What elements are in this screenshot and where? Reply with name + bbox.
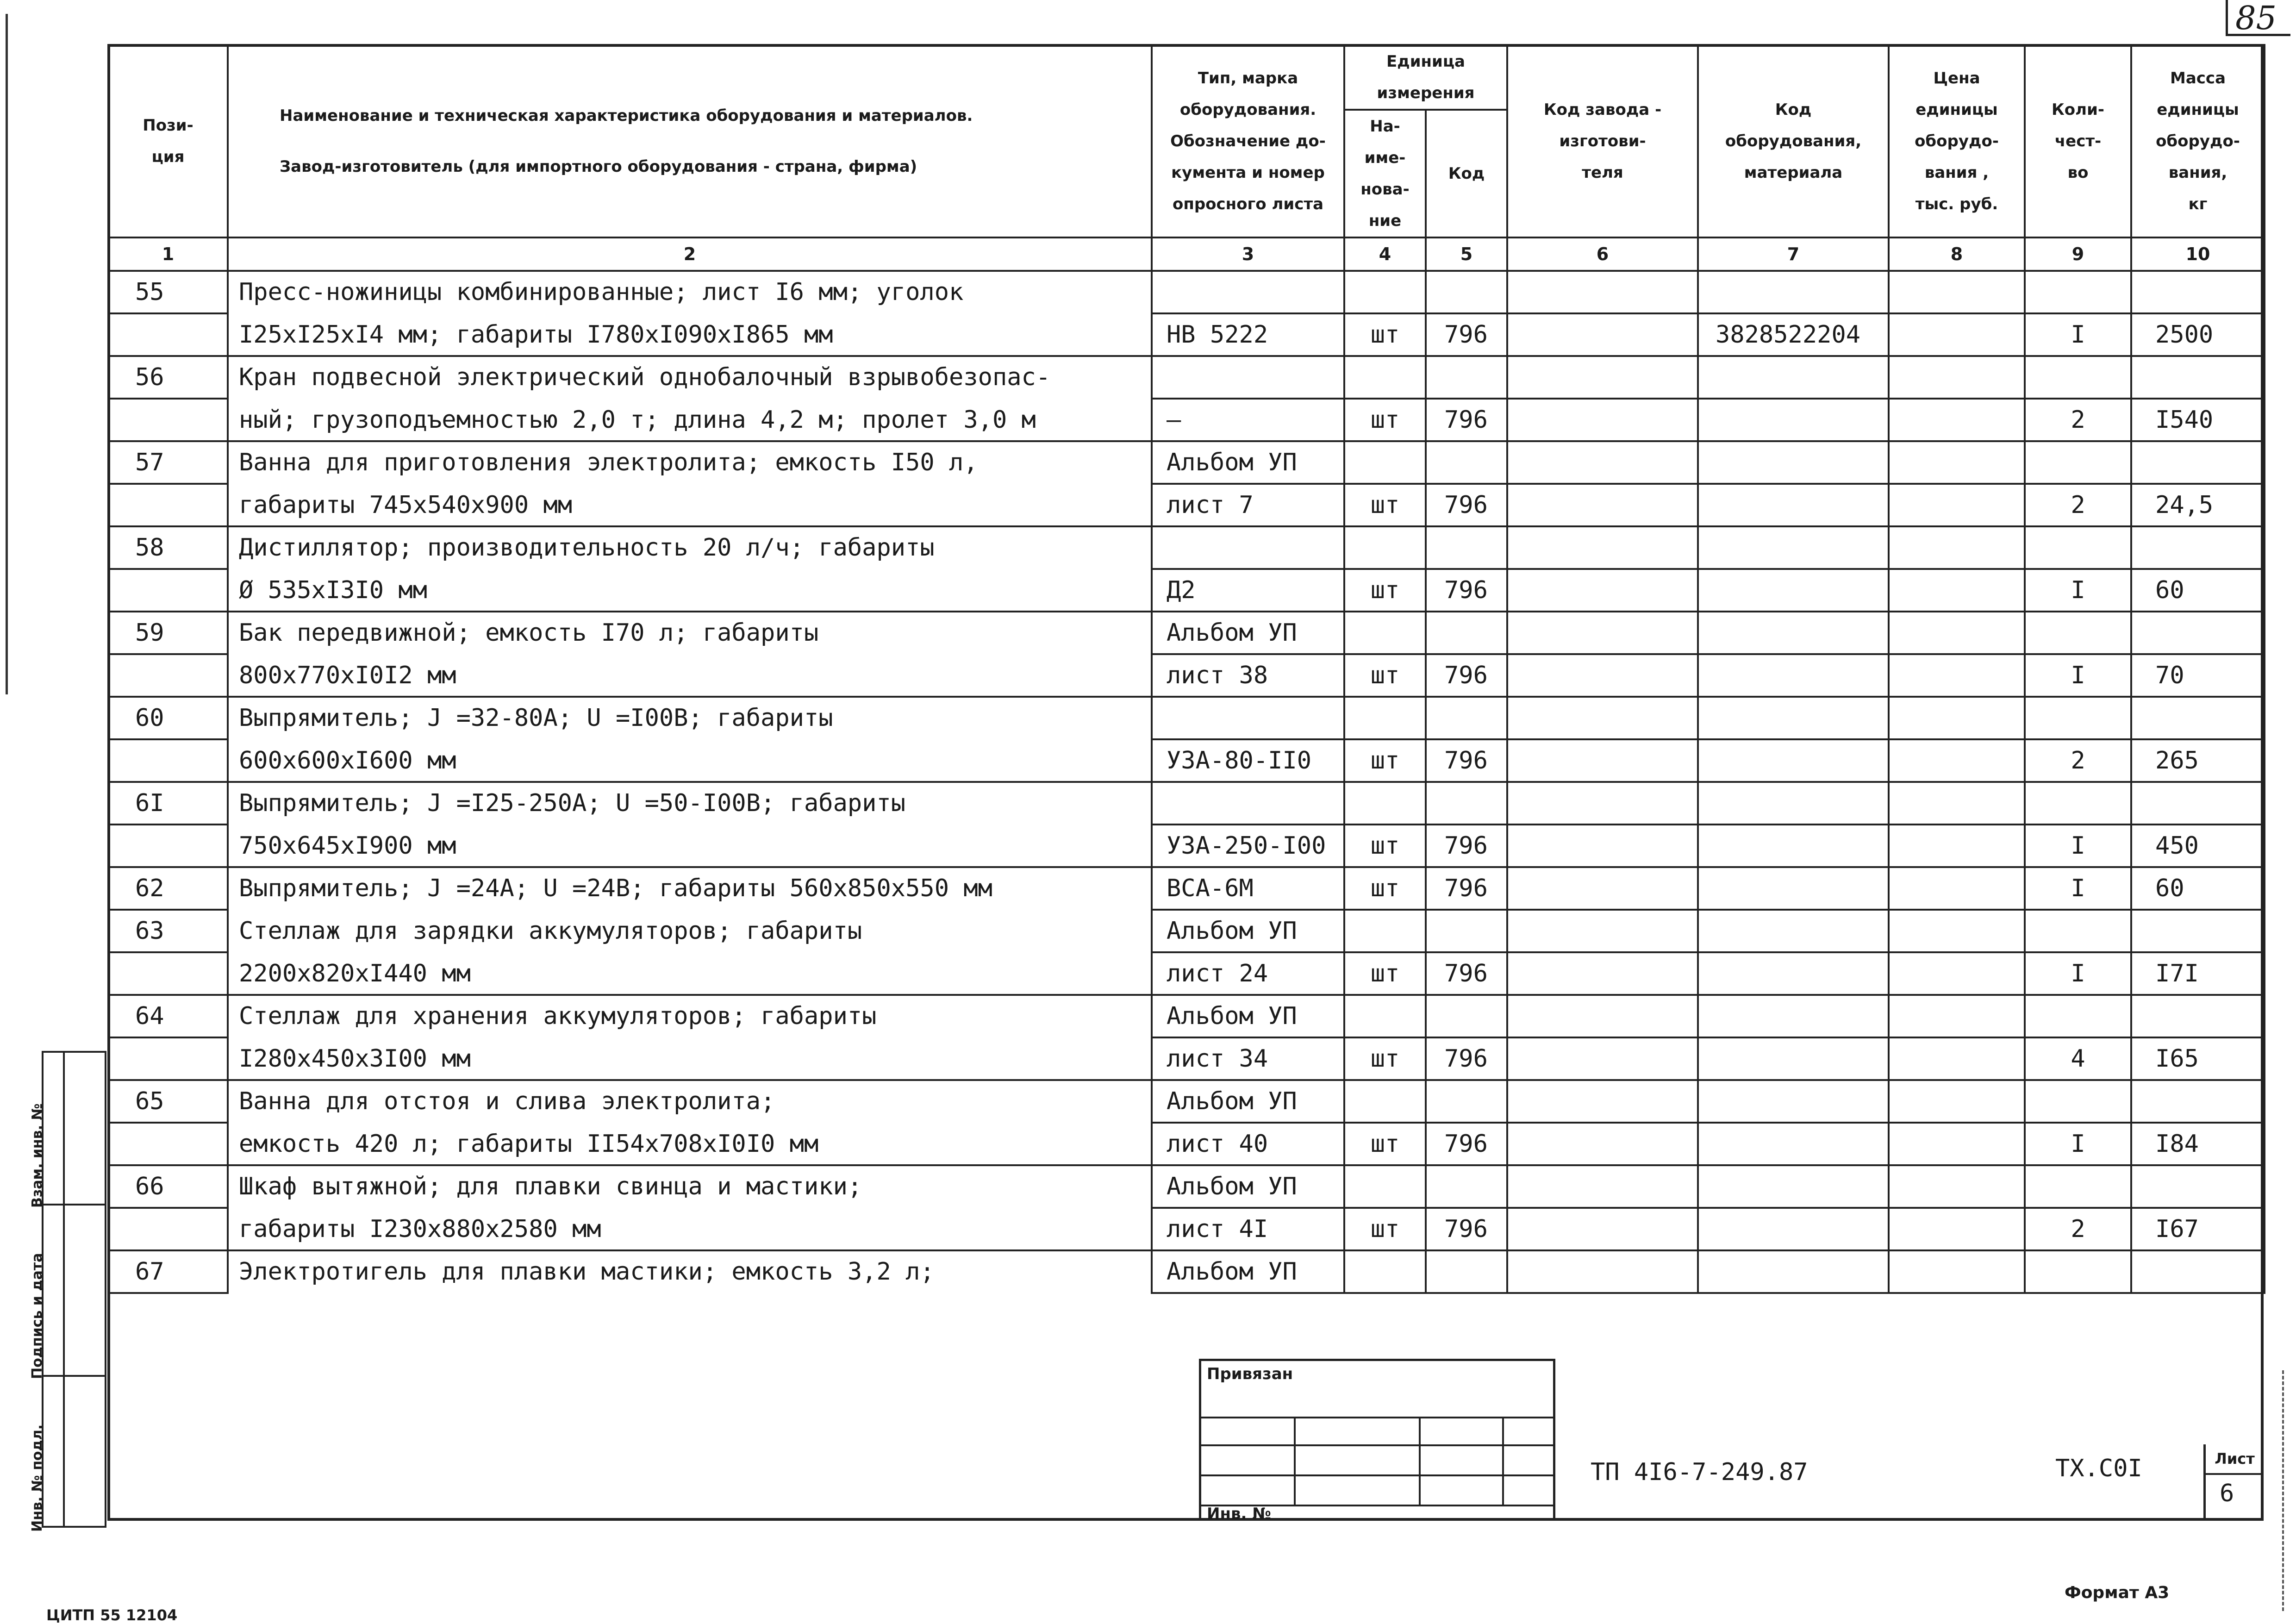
row-unit: шт — [1344, 952, 1426, 995]
row-type: Альбом УП — [1152, 1250, 1344, 1293]
row-type: Альбом УП — [1152, 441, 1344, 484]
row-name: Электротигель для плавки мастики; емкость 3,2 л; — [228, 1250, 1152, 1293]
header-line: Масса — [2170, 69, 2226, 87]
row-position: 65 — [108, 1080, 228, 1123]
sheet-box — [2203, 1444, 2264, 1521]
row-name: 800x770xI0I2 мм — [228, 654, 1152, 697]
row-unit: шт — [1344, 867, 1426, 910]
row-quantity: I — [2025, 654, 2131, 697]
document-code: ТХ.С0I — [2055, 1455, 2142, 1482]
column-number: 4 — [1344, 237, 1426, 271]
stamp-original-label: Инв. № подл. — [29, 1424, 45, 1532]
row-position: 60 — [108, 697, 228, 739]
row-mass: I65 — [2131, 1037, 2265, 1080]
row-name: Выпрямитель; Ј =24А; U =24В; габариты 560x850x550 мм — [228, 867, 1152, 910]
header-line: Коли- — [2052, 100, 2105, 119]
column-number: 6 — [1507, 237, 1698, 271]
row-name: Шкаф вытяжной; для плавки свинца и мастики; — [228, 1165, 1152, 1208]
header-line: Код завода - — [1543, 100, 1662, 119]
header-line: кумента и номер — [1171, 163, 1325, 182]
project-code: ТП 4I6-7-249.87 — [1591, 1458, 1808, 1486]
row-name: I280x450x3I00 мм — [228, 1037, 1152, 1080]
row-type: лист 7 — [1152, 484, 1344, 526]
row-mass: I67 — [2131, 1208, 2265, 1250]
header-line: Наименование и техническая характеристика оборудования и материалов. — [280, 106, 973, 125]
row-mass: 450 — [2131, 824, 2265, 867]
row-name: Ванна для отстоя и слива электролита; — [228, 1080, 1152, 1123]
row-name: Выпрямитель; Ј =32-80А; U =I00В; габариты — [228, 697, 1152, 739]
column-number: 10 — [2131, 237, 2265, 271]
header-line: Цена — [1933, 69, 1980, 87]
row-quantity: I — [2025, 867, 2131, 910]
header-line: тыс. руб. — [1915, 195, 1998, 213]
row-position: 63 — [108, 910, 228, 952]
stamp-replacement-cell — [29, 1053, 105, 1208]
row-unit: шт — [1344, 484, 1426, 526]
row-name: Бак передвижной; емкость I70 л; габариты — [228, 612, 1152, 654]
row-name: Стеллаж для зарядки аккумуляторов; габариты — [228, 910, 1152, 952]
row-name: I25xI25xI4 мм; габариты I780xI090xI865 мм — [228, 313, 1152, 356]
header-unit-code: Код — [1426, 110, 1507, 237]
cut-line — [2282, 1370, 2284, 1611]
row-unit-code: 796 — [1426, 399, 1507, 441]
row-name: Дистиллятор; производительность 20 л/ч; габариты — [228, 526, 1152, 569]
header-line: оборудо- — [1915, 132, 1999, 150]
row-type: лист 4I — [1152, 1208, 1344, 1250]
header-line: Единица — [1386, 52, 1465, 71]
row-unit-code: 796 — [1426, 484, 1507, 526]
row-name: Пресс-ножиницы комбинированные; лист I6 мм; уголок — [228, 271, 1152, 313]
binding-block — [1199, 1359, 1555, 1521]
row-type: Альбом УП — [1152, 910, 1344, 952]
row-name: габариты 745x540x900 мм — [228, 484, 1152, 526]
row-unit-code: 796 — [1426, 654, 1507, 697]
row-name: 600x600xI600 мм — [228, 739, 1152, 782]
row-name: емкость 420 л; габариты II54x708xI0I0 мм — [228, 1123, 1152, 1165]
row-quantity: 2 — [2025, 484, 2131, 526]
header-line: во — [2067, 163, 2089, 182]
row-unit-code: 796 — [1426, 739, 1507, 782]
row-type: лист 24 — [1152, 952, 1344, 995]
row-quantity: I — [2025, 824, 2131, 867]
page-number: 85 — [2226, 0, 2290, 36]
inventory-label: Инв. № — [1207, 1505, 1272, 1523]
column-number: 5 — [1426, 237, 1507, 271]
header-line: нова- — [1360, 180, 1410, 199]
row-type: Д2 — [1152, 569, 1344, 612]
stamp-signature-cell — [29, 1206, 105, 1379]
row-type: лист 40 — [1152, 1123, 1344, 1165]
row-mass: 70 — [2131, 654, 2265, 697]
row-name: Ванна для приготовления электролита; емкость I50 л, — [228, 441, 1152, 484]
row-type: Альбом УП — [1152, 1080, 1344, 1123]
stamp-replacement-label: Взам. инв. № — [29, 1103, 45, 1208]
row-unit-code: 796 — [1426, 952, 1507, 995]
row-mass: 2500 — [2131, 313, 2265, 356]
row-name: Ø 535xI3I0 мм — [228, 569, 1152, 612]
header-line: опросного листа — [1172, 195, 1324, 213]
row-mass: 265 — [2131, 739, 2265, 782]
column-number: 8 — [1889, 237, 2025, 271]
row-mass: 60 — [2131, 867, 2265, 910]
row-unit-code: 796 — [1426, 867, 1507, 910]
row-unit: шт — [1344, 1123, 1426, 1165]
header-line: име- — [1364, 149, 1406, 167]
row-type: лист 34 — [1152, 1037, 1344, 1080]
header-line: Завод-изготовитель (для импортного оборудования - страна, фирма) — [280, 157, 917, 176]
header-line: оборудо- — [2156, 132, 2240, 150]
row-position: 59 — [108, 612, 228, 654]
row-name: Выпрямитель; Ј =I25-250А; U =50-I00В; габариты — [228, 782, 1152, 824]
row-position: 58 — [108, 526, 228, 569]
header-line: единицы — [2157, 100, 2239, 119]
row-type: Альбом УП — [1152, 612, 1344, 654]
row-name: 750x645xI900 мм — [228, 824, 1152, 867]
row-unit-code: 796 — [1426, 1037, 1507, 1080]
row-unit: шт — [1344, 824, 1426, 867]
row-type: – — [1152, 399, 1344, 441]
row-position: 66 — [108, 1165, 228, 1208]
row-type: УЗА-80-II0 — [1152, 739, 1344, 782]
sheet-frame — [107, 44, 2264, 1521]
row-position: 64 — [108, 995, 228, 1037]
row-unit-code: 796 — [1426, 824, 1507, 867]
row-name: габариты I230x880x2580 мм — [228, 1208, 1152, 1250]
header-line: Пози- — [143, 116, 193, 135]
row-name: Стеллаж для хранения аккумуляторов; габариты — [228, 995, 1152, 1037]
row-unit: шт — [1344, 1208, 1426, 1250]
row-unit: шт — [1344, 313, 1426, 356]
stamp-original-cell — [29, 1377, 105, 1532]
row-type: НВ 5222 — [1152, 313, 1344, 356]
row-position: 67 — [108, 1250, 228, 1293]
header-line: оборудования, — [1725, 132, 1862, 150]
footer-format: Формат А3 — [2065, 1583, 2170, 1602]
footer-publisher: ЦИТП 55 12104 — [46, 1606, 178, 1624]
header-line: кг — [2188, 195, 2208, 213]
header-line: вания , — [1924, 163, 1989, 182]
row-type: ВСА-6М — [1152, 867, 1344, 910]
row-quantity: I — [2025, 1123, 2131, 1165]
header-line: Обозначение до- — [1170, 132, 1326, 150]
sheet-left-border — [6, 14, 8, 694]
header-line: материала — [1744, 163, 1843, 182]
row-type: Альбом УП — [1152, 1165, 1344, 1208]
bound-label: Привязан — [1207, 1365, 1293, 1383]
row-mass: I540 — [2131, 399, 2265, 441]
row-position: 56 — [108, 356, 228, 399]
row-unit-code: 796 — [1426, 313, 1507, 356]
row-unit: шт — [1344, 654, 1426, 697]
header-line: измерения — [1377, 84, 1475, 102]
row-unit-code: 796 — [1426, 569, 1507, 612]
row-mass: 24,5 — [2131, 484, 2265, 526]
row-name: ный; грузоподъемностью 2,0 т; длина 4,2 м; пролет 3,0 м — [228, 399, 1152, 441]
row-mass: 60 — [2131, 569, 2265, 612]
row-position: 57 — [108, 441, 228, 484]
header-line: ция — [151, 148, 185, 166]
row-quantity: I — [2025, 569, 2131, 612]
row-name: Кран подвесной электрический однобалочный взрывобезопас- — [228, 356, 1152, 399]
row-mass: I7I — [2131, 952, 2265, 995]
row-quantity: I — [2025, 313, 2131, 356]
header-line: Тип, марка — [1198, 69, 1298, 87]
header-line: чест- — [2054, 132, 2102, 150]
row-unit: шт — [1344, 569, 1426, 612]
row-name: 2200x820xI440 мм — [228, 952, 1152, 995]
stamp-signature-label: Подпись и дата — [29, 1253, 45, 1379]
row-unit: шт — [1344, 739, 1426, 782]
row-type: лист 38 — [1152, 654, 1344, 697]
row-quantity: 2 — [2025, 1208, 2131, 1250]
side-stamp — [29, 1051, 106, 1532]
column-number: 9 — [2025, 237, 2131, 271]
row-mass: I84 — [2131, 1123, 2265, 1165]
row-type: Альбом УП — [1152, 995, 1344, 1037]
row-position: 6I — [108, 782, 228, 824]
column-number: 2 — [228, 237, 1152, 271]
row-quantity: 2 — [2025, 739, 2131, 782]
header-line: вания, — [2168, 163, 2227, 182]
row-unit: шт — [1344, 1037, 1426, 1080]
header-line: Код — [1775, 100, 1812, 119]
sheet-label: Лист — [2206, 1444, 2264, 1475]
header-line: ние — [1368, 212, 1402, 230]
row-unit-code: 796 — [1426, 1123, 1507, 1165]
sheet-number: 6 — [2220, 1480, 2234, 1507]
row-unit: шт — [1344, 399, 1426, 441]
row-quantity: 2 — [2025, 399, 2131, 441]
header-line: единицы — [1915, 100, 1998, 119]
row-unit-code: 796 — [1426, 1208, 1507, 1250]
header-line: оборудования. — [1179, 100, 1316, 119]
row-position: 55 — [108, 271, 228, 313]
header-line: На- — [1370, 117, 1400, 136]
row-quantity: 4 — [2025, 1037, 2131, 1080]
row-equipment-code: 3828522204 — [1698, 313, 1889, 356]
column-number: 1 — [108, 237, 228, 271]
column-number: 3 — [1152, 237, 1344, 271]
header-line: теля — [1582, 163, 1623, 182]
row-position: 62 — [108, 867, 228, 910]
row-type: УЗА-250-I00 — [1152, 824, 1344, 867]
row-quantity: I — [2025, 952, 2131, 995]
column-number: 7 — [1698, 237, 1889, 271]
header-line: изготови- — [1559, 132, 1646, 150]
